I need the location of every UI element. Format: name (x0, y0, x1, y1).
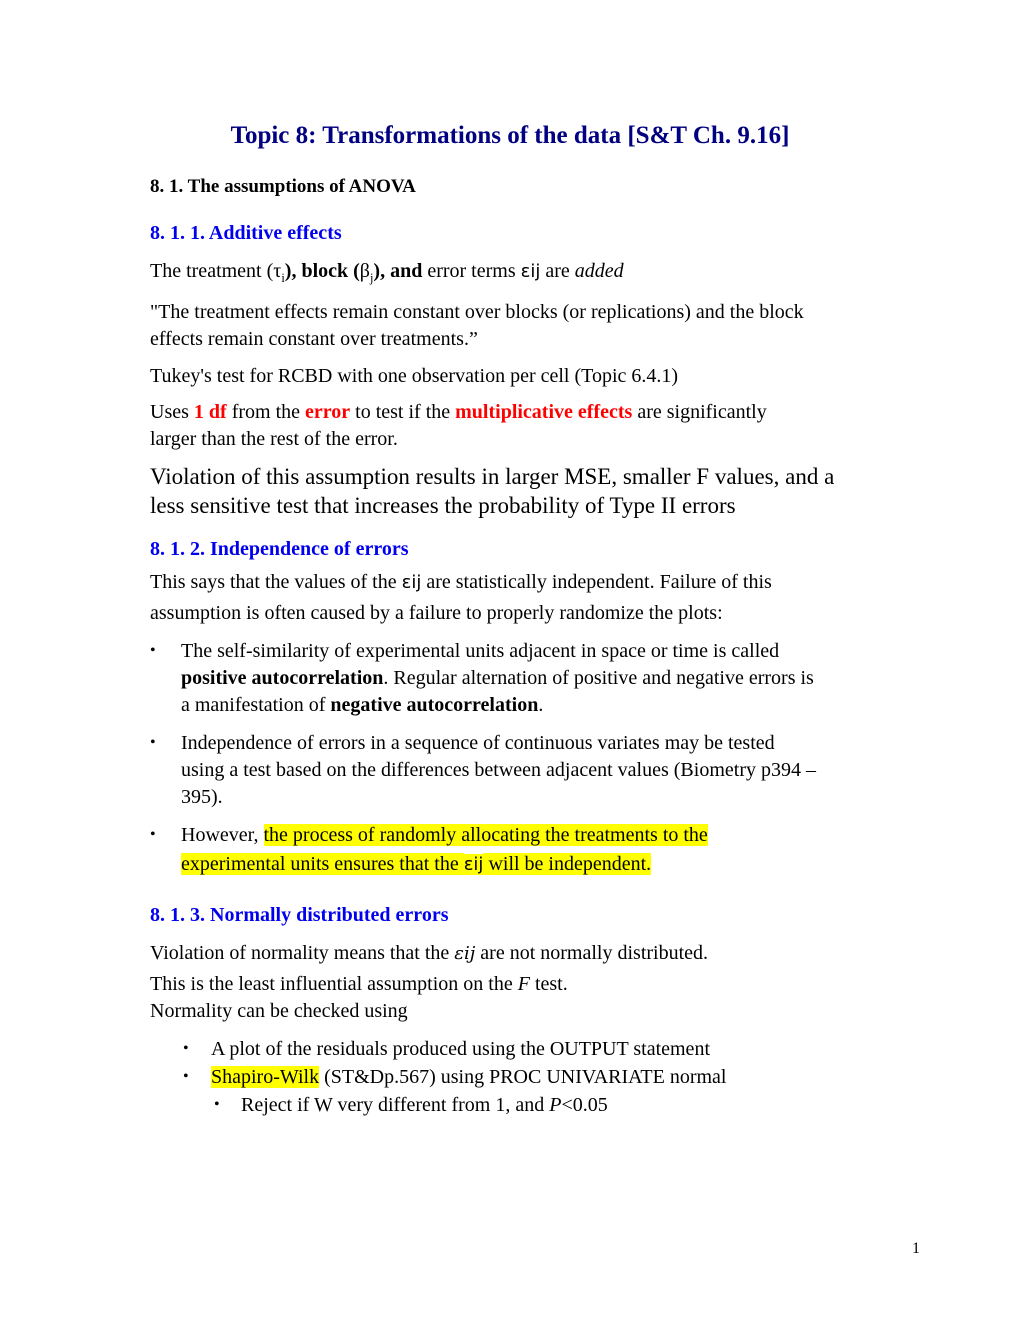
additive-effects-line: The treatment $(\tau_i)$, block $(\beta_j)$, and error terms εij are added (150, 260, 624, 285)
page-number: 1 (912, 1240, 920, 1257)
page-title: Topic 8: Transformations of the data [S&T Ch. 9.16] (230, 122, 790, 149)
violation-line-2: less sensitive test that increases the probability of Type II errors (150, 493, 736, 518)
bullet-icon: • (183, 1068, 189, 1085)
bullet-icon: • (150, 642, 156, 659)
bullet2-line-3: 395). (181, 786, 223, 808)
section-heading-8-1: 8. 1. The assumptions of ANOVA (150, 176, 416, 197)
normality-bullet-2: Shapiro-Wilk (ST&Dp.567) using PROC UNIVARIATE normal (211, 1066, 727, 1088)
bullet1-line-1: The self-similarity of experimental units adjacent in space or time is called (181, 640, 780, 662)
normality-sub-bullet: Reject if W very different from 1, and P<0.05 (241, 1094, 608, 1116)
normality-bullet-1: A plot of the residuals produced using the OUTPUT statement (211, 1038, 710, 1060)
bullet1-line-3: a manifestation of negative autocorrelation. (181, 694, 544, 716)
bullet1-line-2: positive autocorrelation. Regular alternation of positive and negative errors is (181, 667, 814, 689)
bullet-icon: • (214, 1096, 220, 1113)
bullet-icon: • (183, 1040, 189, 1057)
normality-line-2: This is the least influential assumption on the F test. (150, 973, 568, 995)
violation-line-1: Violation of this assumption results in larger MSE, smaller F values, and a (150, 464, 835, 489)
section-heading-8-1-1: 8. 1. 1. Additive effects (150, 222, 342, 244)
tukey-line: Tukey's test for RCBD with one observation per cell (Topic 6.4.1) (150, 365, 679, 387)
bullet3-line-1: However, the process of randomly allocating the treatments to the (181, 824, 708, 846)
bullet2-line-1: Independence of errors in a sequence of continuous variates may be tested (181, 732, 775, 754)
uses-line-2: larger than the rest of the error. (150, 428, 398, 450)
bullet-icon: • (150, 734, 156, 751)
section-heading-8-1-3: 8. 1. 3. Normally distributed errors (150, 904, 449, 926)
independence-line-2: assumption is often caused by a failure to properly randomize the plots: (150, 602, 723, 624)
quote-line-2: effects remain constant over treatments.” (150, 328, 478, 350)
normality-line-1: Violation of normality means that the εij are not normally distributed. (150, 942, 709, 964)
bullet2-line-2: using a test based on the differences between adjacent values (Biometry p394 – (181, 759, 816, 781)
independence-line-1: This says that the values of the εij are statistically independent. Failure of this (150, 571, 772, 593)
normality-line-3: Normality can be checked using (150, 1000, 408, 1022)
section-heading-8-1-2: 8. 1. 2. Independence of errors (150, 538, 409, 560)
bullet-icon: • (150, 826, 156, 843)
bullet3-line-2: experimental units ensures that the εij will be independent. (181, 853, 652, 875)
quote-line-1: "The treatment effects remain constant over blocks (or replications) and the block (150, 301, 804, 323)
uses-line-1: Uses 1 df from the error to test if the multiplicative effects are significantly (150, 401, 767, 423)
